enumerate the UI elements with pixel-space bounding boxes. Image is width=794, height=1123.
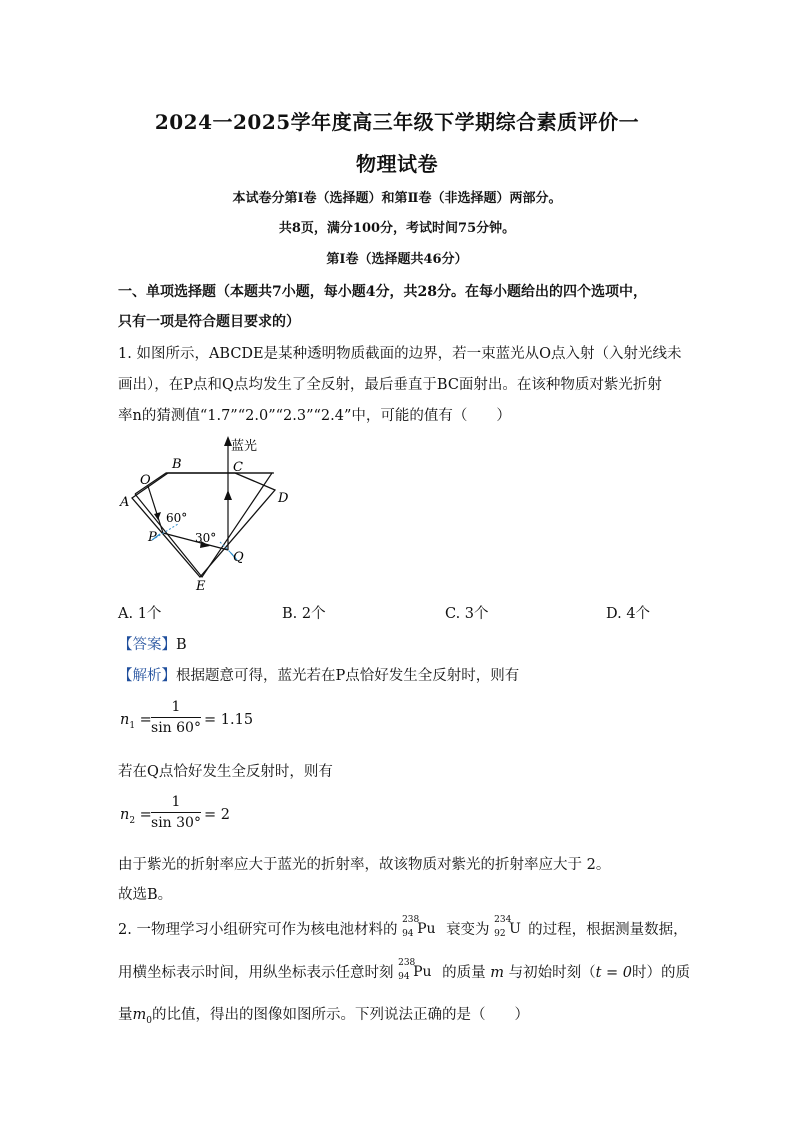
eq2-rhs: = 2 <box>204 807 230 823</box>
eq2-lhs: $n_2$ = <box>120 807 152 826</box>
angle-60: 60° <box>166 511 188 525</box>
q1-stem-line3: 率n的猜测值“1.7”“2.0”“2.3”“2.4”中，可能的值有（ ） <box>118 408 511 424</box>
q1-analysis-text-3: 由于紫光的折射率应大于蓝光的折射率，故该物质对紫光的折射率应大于 2。 <box>118 857 611 873</box>
paper-info-line2: 共8页，满分100分，考试时间75分钟。 <box>278 221 516 236</box>
svg-text:E: E <box>196 579 206 594</box>
q1-option-b: B. 2个 <box>282 606 326 622</box>
q1-stem-line2: 画出），在P点和Q点均发生了全反射，最后垂直于BC面射出。在该种物质对紫光折射 <box>118 377 662 393</box>
u-nuclide: 234 92 U <box>494 915 521 939</box>
svg-text:Q: Q <box>233 550 244 565</box>
q1-option-a: A. 1个 <box>118 606 162 622</box>
eq1-lhs: $n_1$ = <box>120 712 152 731</box>
q1-analysis-text-2: 若在Q点恰好发生全反射时，则有 <box>118 764 333 780</box>
q1-prism-figure <box>110 430 310 595</box>
prism-boundary <box>132 473 275 577</box>
q1-conclusion: 故选B。 <box>118 887 173 903</box>
q1-stem-line1: 1. 如图所示，ABCDE是某种透明物质截面的边界，若一束蓝光从O点入射（入射光线未 <box>118 346 682 362</box>
svg-text:C: C <box>233 460 243 475</box>
angle-30: 30° <box>195 531 217 545</box>
section-heading-line1: 一、单项选择题（本题共7小题，每小题4分，共28分。在每小题给出的四个选项中， <box>118 284 647 300</box>
svg-text:D: D <box>278 491 289 506</box>
svg-text:A: A <box>120 495 130 510</box>
analysis-text-1: 根据题意可得，蓝光若在P点恰好发生全反射时，则有 <box>176 668 520 684</box>
paper-info-line1: 本试卷分第Ⅰ卷（选择题）和第Ⅱ卷（非选择题）两部分。 <box>232 191 562 206</box>
svg-text:P: P <box>148 530 157 545</box>
section-heading-line2: 只有一项是符合题目要求的） <box>118 314 300 330</box>
q2-line1: 2. 一物理学习小组研究可作为核电池材料的 238 94 Pu 衰变为 234 92 U 的过程，根据测量数据， <box>118 915 688 939</box>
pu-nuclide-2: 238 94 Pu <box>398 958 432 982</box>
analysis-tag: 【解析】 <box>118 668 176 684</box>
paper-title: 2024一2025学年度高三年级下学期综合素质评价一 <box>154 110 640 134</box>
answer-value: B <box>176 637 187 653</box>
part-heading: 第Ⅰ卷（选择题共46分） <box>326 252 468 267</box>
answer-tag: 【答案】 <box>118 637 176 653</box>
paper-subtitle: 物理试卷 <box>356 152 438 176</box>
q2-line2: 用横坐标表示时间，用纵坐标表示任意时刻 238 94 Pu 的质量 m 与初始时刻（t = 0时）的质 <box>118 958 690 982</box>
pu-nuclide: 238 94 Pu <box>402 915 436 939</box>
q1-option-d: D. 4个 <box>606 606 651 622</box>
eq1-rhs: = 1.15 <box>204 712 254 728</box>
svg-text:O: O <box>140 473 151 488</box>
label-blue-light: 蓝光 <box>231 439 258 454</box>
eq2-fraction: $\frac{1}{\sin 30^\circ}$ <box>151 794 201 831</box>
q1-answer-row <box>118 633 187 654</box>
q2-line3: 量$m_0$的比值，得出的图像如图所示。下列说法正确的是（ ） <box>118 1007 529 1026</box>
svg-text:B: B <box>172 457 182 472</box>
q1-option-c: C. 3个 <box>445 606 489 622</box>
q1-analysis-row <box>118 664 519 685</box>
eq1-fraction: $\frac{1}{\sin 60^\circ}$ <box>151 699 201 736</box>
